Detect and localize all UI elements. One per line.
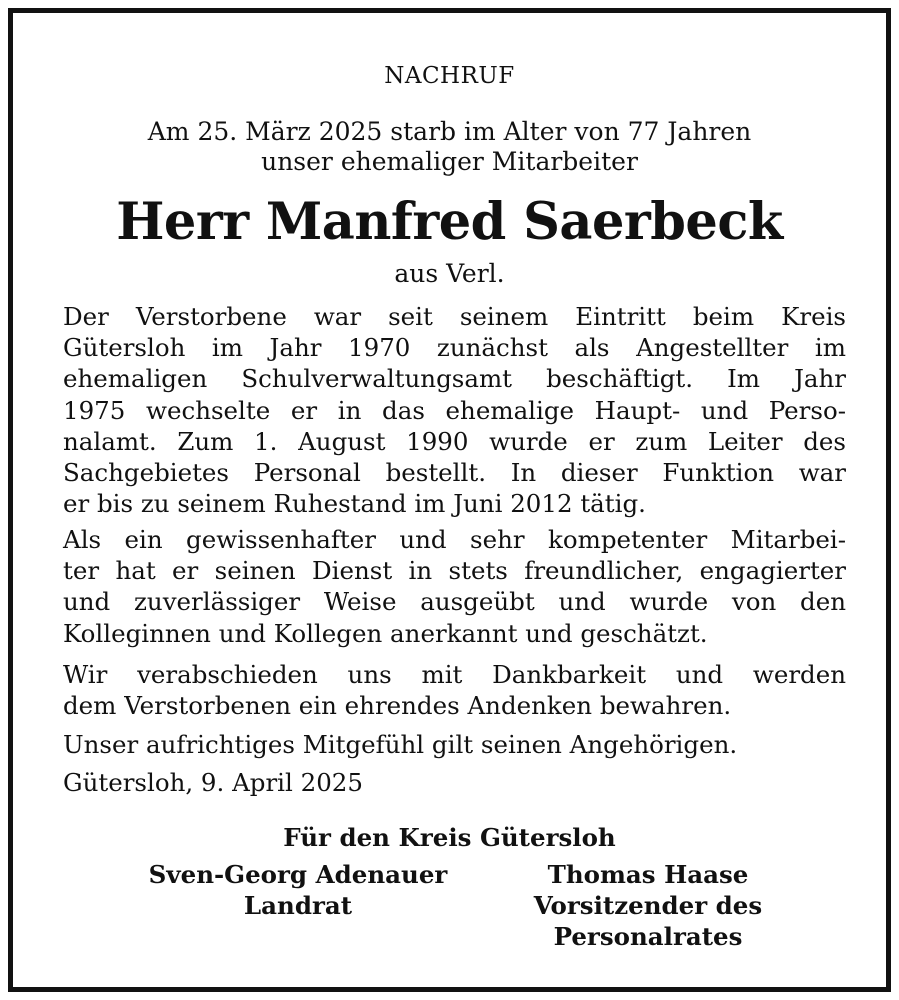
text-line: nalamt. Zum 1. August 1990 wurde er zum Leiter des — [63, 426, 846, 456]
signer-role: Landrat — [243, 891, 353, 920]
text-line: Sachgebietes Personal bestellt. In dieser Funktion war — [63, 458, 846, 488]
intro-line: unser ehemaliger Mitarbeiter — [261, 147, 638, 176]
text-line: Der Verstorbene war seit seinem Eintritt beim Kreis — [63, 302, 846, 331]
signer-block — [113, 859, 483, 921]
paragraph-farewell — [63, 659, 846, 721]
intro-text — [13, 117, 886, 177]
paragraph-appreciation — [63, 524, 846, 649]
signer-name: Sven-Georg Adenauer — [148, 860, 448, 889]
text-line: und zuverlässiger Weise ausgeübt und wurde von den — [63, 587, 846, 617]
deceased-name: Herr Manfred Saerbeck — [116, 192, 783, 252]
text-line: ehemaligen Schulverwaltungsamt beschäftigt. Im Jahr — [63, 364, 846, 394]
text-line: Kolleginnen und Kollegen anerkannt und geschätzt. — [63, 618, 708, 648]
text-line: Als ein gewissenhafter und sehr kompetenter Mitarbei- — [63, 525, 846, 554]
obituary-notice — [8, 8, 891, 992]
paragraph-career — [63, 301, 846, 519]
signer-name: Thomas Haase — [547, 860, 749, 889]
deceased-origin: aus Verl. — [394, 259, 505, 288]
text-line: 1975 wechselte er in das ehemalige Haupt- und Perso- — [63, 395, 846, 425]
text-line: Wir verabschieden uns mit Dankbarkeit und werden — [63, 660, 846, 689]
text-line: ter hat er seinen Dienst in stets freundlicher, engagierter — [63, 556, 846, 586]
notice-heading: NACHRUF — [384, 63, 515, 89]
signer-role: Vorsitzender des — [533, 891, 763, 920]
signer-block — [483, 859, 813, 952]
text-line: Unser aufrichtiges Mitgefühl gilt seinen Angehörigen. — [63, 730, 738, 759]
signer-role: Personalrates — [553, 922, 743, 951]
signoff-line: Für den Kreis Gütersloh — [283, 823, 616, 852]
text-line: Gütersloh, 9. April 2025 — [63, 768, 363, 797]
text-line: er bis zu seinem Ruhestand im Juni 2012 tätig. — [63, 489, 646, 519]
place-date — [63, 767, 846, 798]
text-line: dem Verstorbenen ein ehrendes Andenken bewahren. — [63, 691, 732, 721]
intro-line: Am 25. März 2025 starb im Alter von 77 Jahren — [147, 117, 752, 146]
paragraph-condolence — [63, 729, 846, 760]
text-line: Gütersloh im Jahr 1970 zunächst als Angestellter im — [63, 333, 846, 363]
